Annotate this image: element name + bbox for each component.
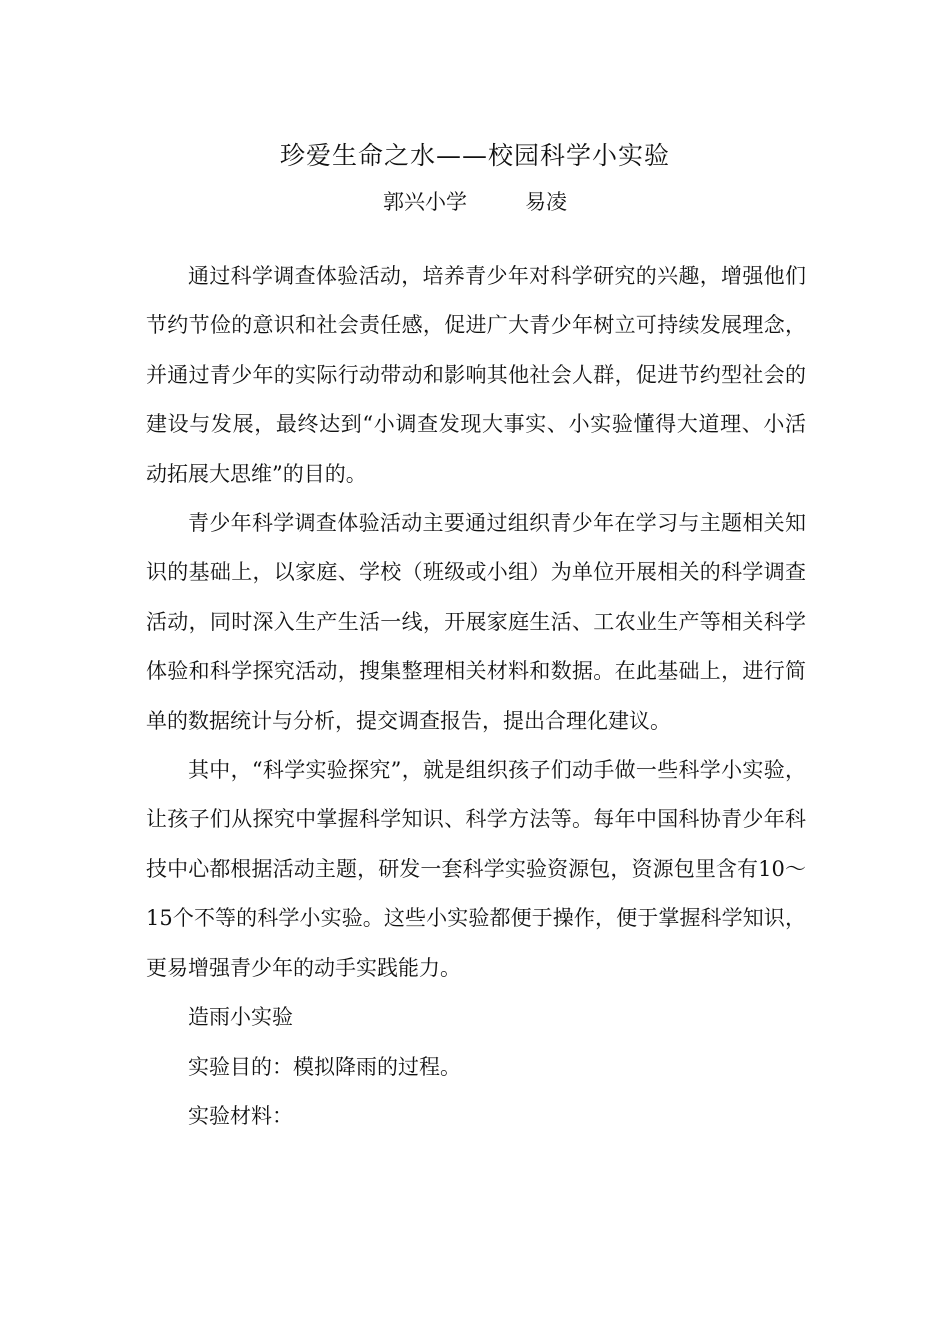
paragraph-1: 通过科学调查体验活动，培养青少年对科学研究的兴趣，增强他们节约节俭的意识和社会责任感，促进广大青少年树立可持续发展理念，并通过青少年的实际行动带动和影响其他社会人群，促进节约型社会的建设与发展，最终达到“小调查发现大事实、小实验懂得大道理、小活动拓展大思维”的目的。	[146, 264, 806, 486]
experiment-title: 造雨小实验	[188, 1005, 293, 1030]
experiment-materials: 实验材料：	[188, 1103, 293, 1128]
document-title: 珍爱生命之水——校园科学小实验	[279, 141, 670, 170]
author-name: 易凌	[525, 190, 567, 214]
paragraph-3: 其中，“科学实验探究”，就是组织孩子们动手做一些科学小实验，让孩子们从探究中掌握科学知识、科学方法等。每年中国科协青少年科技中心都根据活动主题，研发一套科学实验资源包，资源包里含有10～15个不等的科学小实验。这些小实验都便于操作，便于掌握科学知识，更易增强青少年的动手实践能力。	[146, 758, 806, 980]
paragraph-2: 青少年科学调查体验活动主要通过组织青少年在学习与主题相关知识的基础上，以家庭、学校（班级或小组）为单位开展相关的科学调查活动，同时深入生产生活一线，开展家庭生活、工农业生产等相关科学体验和科学探究活动，搜集整理相关材料和数据。在此基础上，进行简单的数据统计与分析，提交调查报告，提出合理化建议。	[146, 511, 806, 733]
byline	[0, 186, 950, 216]
experiment-purpose: 实验目的：模拟降雨的过程。	[188, 1054, 461, 1079]
school-name: 郭兴小学	[383, 190, 467, 214]
document-body	[146, 252, 806, 1141]
